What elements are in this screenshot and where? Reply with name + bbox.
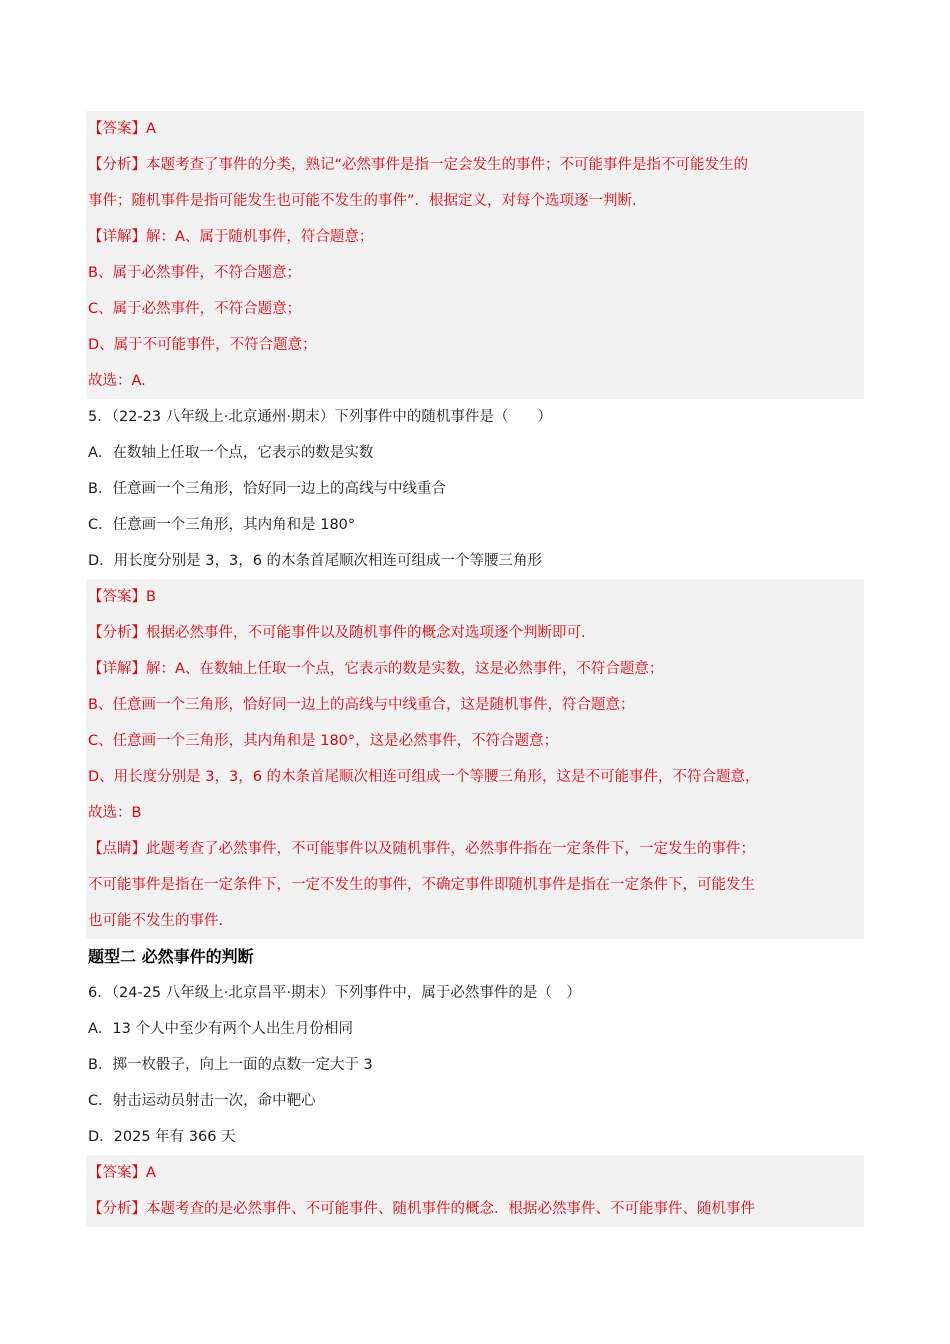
question-stem: 5．（22-23 八年级上·北京通州·期末）下列事件中的随机事件是（ ） xyxy=(88,409,552,425)
option-a: A．在数轴上任取一个点，它表示的数是实数 xyxy=(88,445,374,461)
answer-block-q4 xyxy=(86,111,864,399)
section-title: 题型二 必然事件的判断 xyxy=(88,947,254,966)
answer-block-q5 xyxy=(86,579,864,939)
option-c: C．任意画一个三角形，其内角和是 180° xyxy=(88,517,356,533)
detail-line: 【详解】解：A、在数轴上任取一个点，它表示的数是实数，这是必然事件，不符合题意； xyxy=(88,661,664,677)
analysis-line-1: 【分析】本题考查了事件的分类，熟记“必然事件是指一定会发生的事件；不可能事件是指不可能发生的 xyxy=(88,157,749,173)
detail-option-b: B、任意画一个三角形，恰好同一边上的高线与中线重合，这是随机事件，符合题意； xyxy=(88,697,635,713)
answer-line: 【答案】A xyxy=(88,121,156,137)
question-6 xyxy=(86,975,864,1155)
option-b: B．任意画一个三角形，恰好同一边上的高线与中线重合 xyxy=(88,481,446,497)
comment-line-3: 也可能不发生的事件. xyxy=(88,913,224,929)
conclusion-line: 故选：A. xyxy=(88,373,146,389)
detail-option-c: C、任意画一个三角形，其内角和是 180°，这是必然事件，不符合题意； xyxy=(88,733,559,749)
option-a: A．13 个人中至少有两个人出生月份相同 xyxy=(88,1021,353,1037)
page-content xyxy=(86,111,864,1227)
detail-option-d: D、用长度分别是 3，3，6 的木条首尾顺次相连可组成一个等腰三角形，这是不可能事件，不符合题意， xyxy=(88,769,760,785)
option-b: B．掷一枚骰子，向上一面的点数一定大于 3 xyxy=(88,1057,373,1073)
detail-option-c: C、属于必然事件，不符合题意； xyxy=(88,301,302,317)
detail-option-b: B、属于必然事件，不符合题意； xyxy=(88,265,301,281)
detail-line: 【详解】解：A、属于随机事件，符合题意； xyxy=(88,229,374,245)
answer-line: 【答案】B xyxy=(88,589,156,605)
analysis-line: 【分析】本题考查的是必然事件、不可能事件、随机事件的概念．根据必然事件、不可能事件、随机事件 xyxy=(88,1201,755,1217)
analysis-line-2: 事件；随机事件是指可能发生也可能不发生的事件”．根据定义，对每个选项逐一判断. xyxy=(88,193,637,209)
analysis-line: 【分析】根据必然事件，不可能事件以及随机事件的概念对选项逐个判断即可. xyxy=(88,625,586,641)
option-d: D．2025 年有 366 天 xyxy=(88,1129,236,1145)
question-5 xyxy=(86,399,864,579)
option-d: D．用长度分别是 3，3，6 的木条首尾顺次相连可组成一个等腰三角形 xyxy=(88,553,543,569)
comment-line-1: 【点睛】此题考查了必然事件，不可能事件以及随机事件，必然事件指在一定条件下，一定发生的事件； xyxy=(88,841,755,857)
answer-line: 【答案】A xyxy=(88,1165,156,1181)
answer-block-q6 xyxy=(86,1155,864,1227)
conclusion-line: 故选：B xyxy=(88,805,142,821)
comment-line-2: 不可能事件是指在一定条件下，一定不发生的事件，不确定事件即随机事件是指在一定条件下，可能发生 xyxy=(88,877,755,893)
detail-option-d: D、属于不可能事件，不符合题意； xyxy=(88,337,317,353)
option-c: C．射击运动员射击一次，命中靶心 xyxy=(88,1093,316,1109)
question-stem: 6．（24-25 八年级上·北京昌平·期末）下列事件中，属于必然事件的是（ ） xyxy=(88,985,581,1001)
